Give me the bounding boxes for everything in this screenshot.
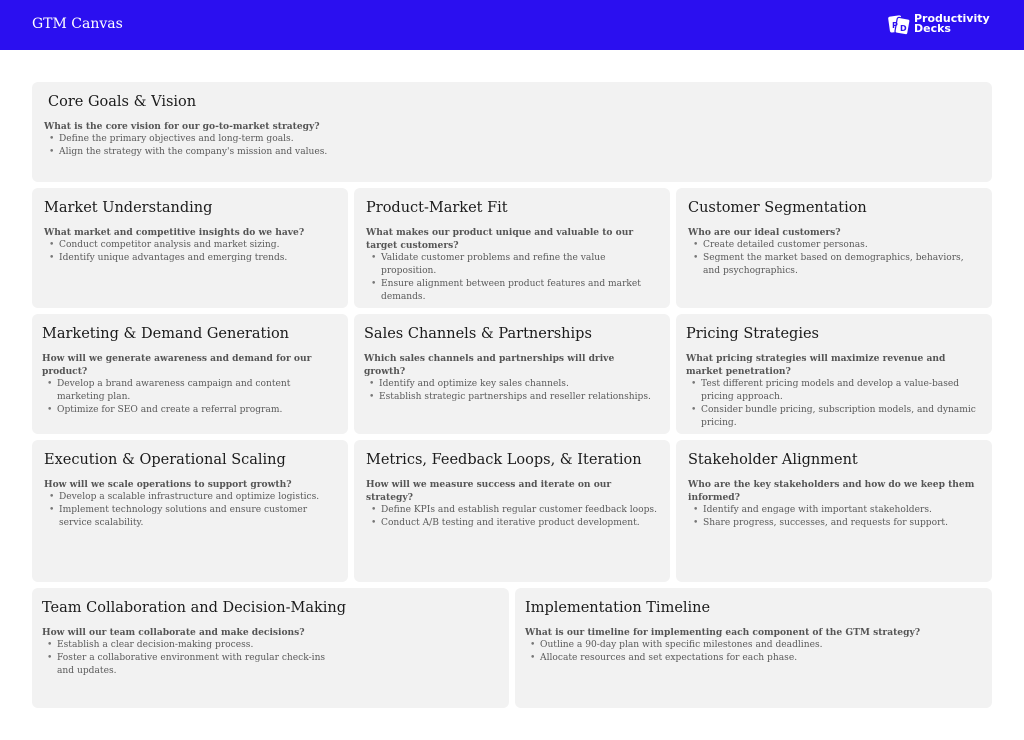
bullet-item: • Define KPIs and establish regular customer feedback loops. [366,504,658,517]
bullet-item: • Align the strategy with the company's mission and values. [44,146,980,159]
bullet-item: • Validate customer problems and refine the value proposition. [366,252,658,278]
bullet-list [366,252,658,304]
bullet-item: • Optimize for SEO and create a referral program. [42,404,336,417]
bullet-item: • Outline a 90-day plan with specific milestones and deadlines. [525,639,980,652]
card-question: Who are the key stakeholders and how do we keep them informed? [688,479,975,503]
bullet-item: • Segment the market based on demographics, behaviors, and psychographics. [688,252,980,278]
card-question: How will we scale operations to support growth? [44,479,292,490]
bullet-item: • Consider bundle pricing, subscription models, and dynamic pricing. [686,404,980,430]
bullet-list [688,239,980,278]
bullet-list [364,378,658,404]
card-title: Market Understanding [44,200,213,216]
card-question: How will our team collaborate and make decisions? [42,627,305,638]
card-marketing-demand-generation [32,314,348,434]
header-bar [0,0,1024,50]
card-pricing-strategies [676,314,992,434]
card-sales-channels [354,314,670,434]
card-question: Which sales channels and partnerships will drive growth? [364,353,615,377]
bullet-item: • Identify and optimize key sales channels. [364,378,658,391]
card-question: How will we measure success and iterate on our strategy? [366,479,612,503]
card-title: Metrics, Feedback Loops, & Iteration [366,452,642,468]
bullet-item: • Develop a brand awareness campaign and content marketing plan. [42,378,336,404]
card-market-understanding [32,188,348,308]
bullet-list [44,239,336,265]
bullet-list [686,378,980,430]
bullet-item: • Share progress, successes, and requests for support. [688,517,980,530]
card-stakeholder-alignment [676,440,992,582]
card-title: Implementation Timeline [525,600,711,616]
card-core-goals [32,82,992,182]
card-question: How will we generate awareness and demand for our product? [42,353,312,377]
bullet-list [525,639,980,665]
bullet-item: • Test different pricing models and develop a value-based pricing approach. [686,378,980,404]
card-question: What market and competitive insights do we have? [44,227,305,238]
bullet-item: • Establish strategic partnerships and reseller relationships. [364,391,658,404]
brand-line-2: Decks [914,22,951,35]
card-execution-scaling [32,440,348,582]
card-question: Who are our ideal customers? [688,227,841,238]
bullet-item: • Allocate resources and set expectations for each phase. [525,652,980,665]
brand-line-1: Productivity [914,12,990,25]
bullet-item: • Conduct A/B testing and iterative product development. [366,517,658,530]
card-customer-segmentation [676,188,992,308]
card-title: Pricing Strategies [686,326,819,342]
card-implementation-timeline [515,588,992,708]
svg-text:P: P [892,21,898,30]
card-question: What is the core vision for our go-to-market strategy? [44,121,320,132]
bullet-item: • Implement technology solutions and ensure customer service scalability. [44,504,336,530]
card-title: Product-Market Fit [366,200,508,216]
card-title: Sales Channels & Partnerships [364,326,592,342]
card-title: Execution & Operational Scaling [44,452,286,468]
page-title: GTM Canvas [32,16,123,32]
bullet-item: • Foster a collaborative environment with regular check-ins and updates. [42,652,342,678]
bullet-list [366,504,658,530]
card-question: What pricing strategies will maximize revenue and market penetration? [686,353,946,377]
card-title: Core Goals & Vision [48,94,197,110]
bullet-item: • Develop a scalable infrastructure and optimize logistics. [44,491,336,504]
card-title: Customer Segmentation [688,200,867,216]
card-title: Marketing & Demand Generation [42,326,290,342]
card-team-collaboration [32,588,509,708]
card-title: Team Collaboration and Decision-Making [42,600,347,616]
bullet-list [44,133,980,159]
card-product-market-fit [354,188,670,308]
svg-text:D: D [900,24,907,33]
bullet-item: • Identify and engage with important stakeholders. [688,504,980,517]
bullet-item: • Establish a clear decision-making process. [42,639,342,652]
brand-name [914,14,994,34]
bullet-item: • Create detailed customer personas. [688,239,980,252]
bullet-item: • Ensure alignment between product features and market demands. [366,278,658,304]
card-title: Stakeholder Alignment [688,452,858,468]
card-question: What is our timeline for implementing each component of the GTM strategy? [525,627,921,638]
bullet-item: • Conduct competitor analysis and market sizing. [44,239,336,252]
bullet-item: • Define the primary objectives and long-term goals. [44,133,980,146]
card-question: What makes our product unique and valuable to our target customers? [366,227,634,251]
bullet-list [44,491,336,530]
bullet-list [42,378,336,417]
bullet-list [688,504,980,530]
productivity-decks-logo-icon [888,14,910,36]
bullet-item: • Identify unique advantages and emerging trends. [44,252,336,265]
bullet-list [42,639,342,678]
card-metrics-feedback [354,440,670,582]
